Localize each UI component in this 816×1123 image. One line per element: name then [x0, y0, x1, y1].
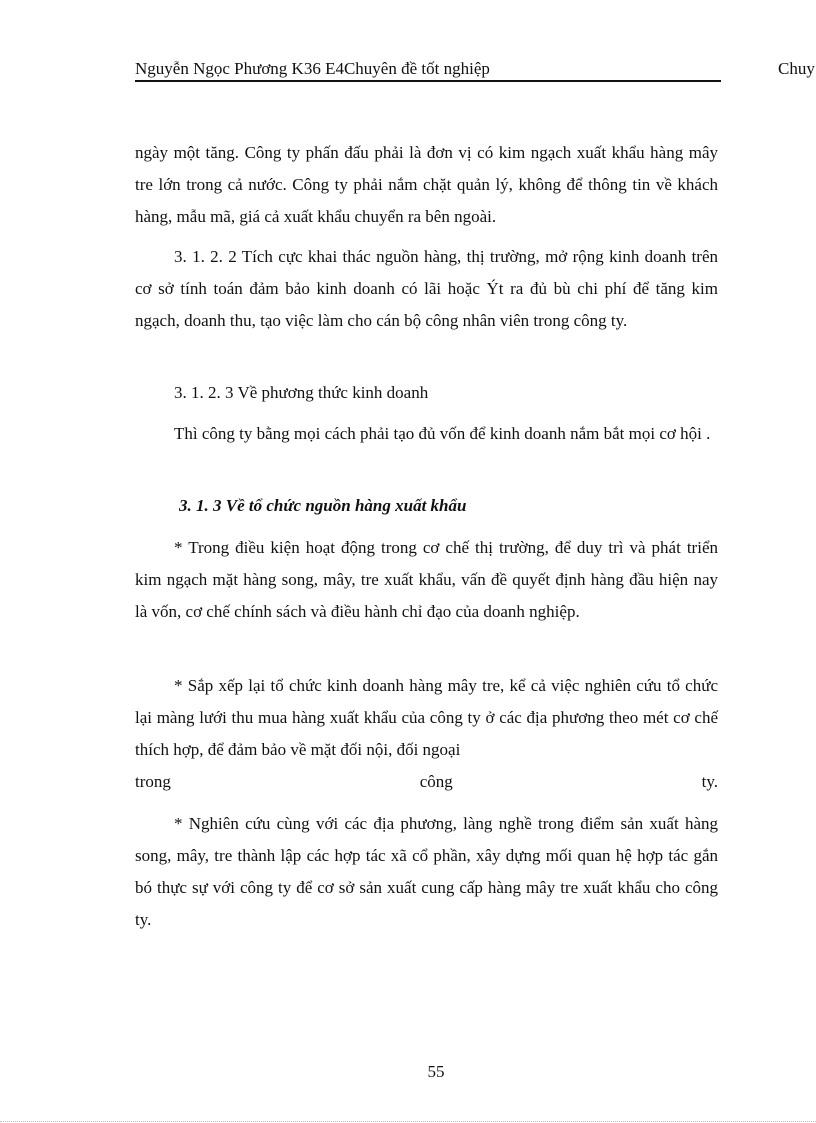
paragraph-4: * Trong điều kiện hoạt động trong cơ chế thị trường, để duy trì và phát triển kim ngạch mặt hàng song, mây, tre xuất khẩu, vấn đề quyết định hàng đầu hiện nay là vốn, cơ chế chính sách và điều hành chỉ đạo của doanh nghiệp.: [135, 538, 718, 621]
spread-word-2: công: [419, 772, 453, 791]
running-header-cut: Chuy: [778, 59, 815, 78]
header-rule: [135, 80, 721, 82]
page-bottom-rule: [0, 1121, 816, 1122]
spread-word-3: ty.: [701, 772, 718, 791]
spread-word-1: trong: [135, 772, 171, 791]
paragraph-2: 3. 1. 2. 2 Tích cực khai thác nguồn hàng, thị trường, mở rộng kinh doanh trên cơ sở tính toán đảm bảo kinh doanh có lãi hoặc Ýt ra đủ bù chi phí để tăng kim ngạch, doanh thu, tạo việc làm cho cán bộ công nhân viên trong công ty.: [135, 247, 718, 330]
justified-line: [135, 770, 718, 794]
paragraph-5: * Sắp xếp lại tổ chức kinh doanh hàng mây tre, kể cả việc nghiên cứu tổ chức lại màng lưới thu mua hàng xuất khẩu của công ty ở các địa phương theo mét cơ chế thích hợp, để đảm bảo về mặt đối nội, đối ngoại: [135, 676, 718, 759]
paragraph-3: Thì công ty bằng mọi cách phải tạo đủ vốn để kinh doanh nắm bắt mọi cơ hội .: [174, 424, 711, 443]
paragraph-1: ngày một tăng. Công ty phấn đấu phải là đơn vị có kim ngạch xuất khẩu hàng mây tre lớn trong cả nước. Công ty phải nắm chặt quản lý, không để thông tin về khách hàng, mẫu mã, giá cả xuất khẩu chuyển ra bên ngoài.: [135, 143, 718, 226]
paragraph-6: * Nghiên cứu cùng với các địa phương, làng nghề trong điểm sản xuất hàng song, mây, tre thành lập các hợp tác xã cổ phần, xây dựng mối quan hệ hợp tác gắn bó thực sự với công ty để cơ sở sản xuất cung cấp hàng mây tre xuất khẩu cho công ty.: [135, 814, 718, 929]
running-header: Nguyễn Ngọc Phương K36 E4Chuyên đề tốt nghiệp: [135, 59, 490, 78]
subheading-3-1-2-3: 3. 1. 2. 3 Về phương thức kinh doanh: [174, 383, 429, 402]
section-heading: 3. 1. 3 Về tổ chức nguồn hàng xuất khẩu: [179, 496, 467, 515]
page-number: 55: [427, 1062, 445, 1081]
